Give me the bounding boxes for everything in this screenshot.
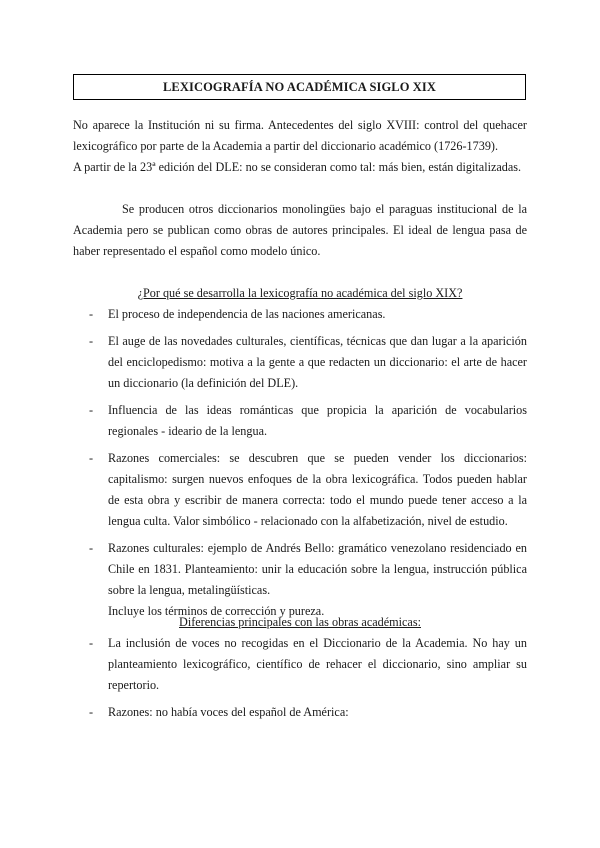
list-item: - Razones culturales: ejemplo de Andrés Bello: gramático venezolano residenciado en Chile en 1831. Planteamiento: unir la educación sobre la lengua, instrucción pública sobre la lengua, metalingüísticas. Incluye los términos de corrección y pureza. [73, 538, 527, 622]
list-item: - El auge de las novedades culturales, científicas, técnicas que dan lugar a la aparición del enciclopedismo: motiva a la gente a que redacten un diccionario: el arte de hacer un diccionario (la definición del DLE). [89, 334, 527, 390]
section2-heading: Diferencias principales con las obras académicas: [179, 615, 421, 629]
intro-paragraph-2: A partir de la 23ª edición del DLE: no se consideran como tal: más bien, están digitalizadas. [73, 160, 522, 174]
section2-list [73, 633, 527, 729]
list-item-extra-line: Incluye los términos de corrección y pureza. [108, 604, 325, 618]
list-item: - El proceso de independencia de las naciones americanas. [89, 307, 386, 321]
section1-heading: ¿Por qué se desarrolla la lexicografía no académica del siglo XIX? [137, 286, 463, 300]
section1-list [73, 304, 527, 628]
document-title-box [73, 74, 526, 100]
list-item: - Razones comerciales: se descubren que se pueden vender los diccionarios: capitalismo: surgen nuevos enfoques de la obra lexicográfica. Todos pueden hablar de esta obra y escribir de manera correcta: todo el mundo puede tener acceso a la lengua culta. Valor simbólico - relacionado con la alfabetización, nivel de estudio. [89, 451, 527, 528]
intro-paragraph-3: Se producen otros diccionarios monolingües bajo el paraguas institucional de la Academia pero se publican como obras de autores principales. El ideal de lengua pasa de haber representado el español como modelo único. [73, 202, 527, 258]
document-title: LEXICOGRAFÍA NO ACADÉMICA SIGLO XIX [163, 79, 436, 94]
intro-paragraph-1: No aparece la Institución ni su firma. Antecedentes del siglo XVIII: control del quehacer lexicográfico por parte de la Academia a partir del diccionario académico (1726-1739). [73, 118, 527, 153]
list-item: - Razones: no había voces del español de América: [89, 705, 349, 719]
list-item: - La inclusión de voces no recogidas en el Diccionario de la Academia. No hay un planteamiento lexicográfico, científico de rehacer el diccionario, sino ampliar su repertorio. [89, 636, 527, 692]
list-item: - Influencia de las ideas románticas que propicia la aparición de vocabularios regionales - ideario de la lengua. [89, 403, 527, 438]
